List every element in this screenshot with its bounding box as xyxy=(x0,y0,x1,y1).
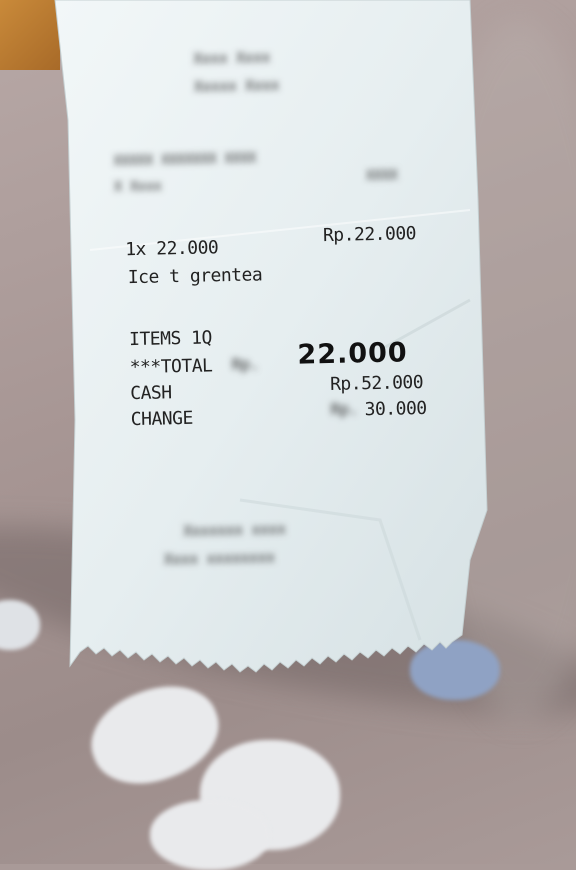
change-currency: Rp. xyxy=(330,399,359,419)
item-qty-price: 1x 22.000 xyxy=(125,237,219,261)
change-label: CHANGE xyxy=(130,407,194,431)
footer-line-1: Xxxxxxx xxxx xyxy=(182,519,286,541)
receipt-meta: XXXXX XXXXXXX XXXX xyxy=(113,150,257,170)
cash-label: CASH xyxy=(130,382,172,405)
total-currency: Rp. xyxy=(231,354,260,375)
item-name: Ice t grentea xyxy=(127,264,263,289)
cash-value: Rp.52.000 xyxy=(329,372,424,395)
footer-line-2: Xxxx xxxxxxxx xyxy=(163,548,275,569)
receipt-meta-right: XXXX xyxy=(365,167,398,185)
item-amount: Rp.22.000 xyxy=(322,223,417,247)
store-name: Xxxx Xxxx xyxy=(193,48,271,68)
total-value: 22.000 xyxy=(297,337,408,371)
store-address: Xxxxx Xxxx xyxy=(193,75,280,96)
items-count: ITEMS 1Q xyxy=(128,327,213,351)
total-label: ***TOTAL xyxy=(129,355,213,379)
change-value: 30.000 xyxy=(364,397,427,421)
receipt-meta-cashier: X Xxxx xyxy=(113,178,162,196)
